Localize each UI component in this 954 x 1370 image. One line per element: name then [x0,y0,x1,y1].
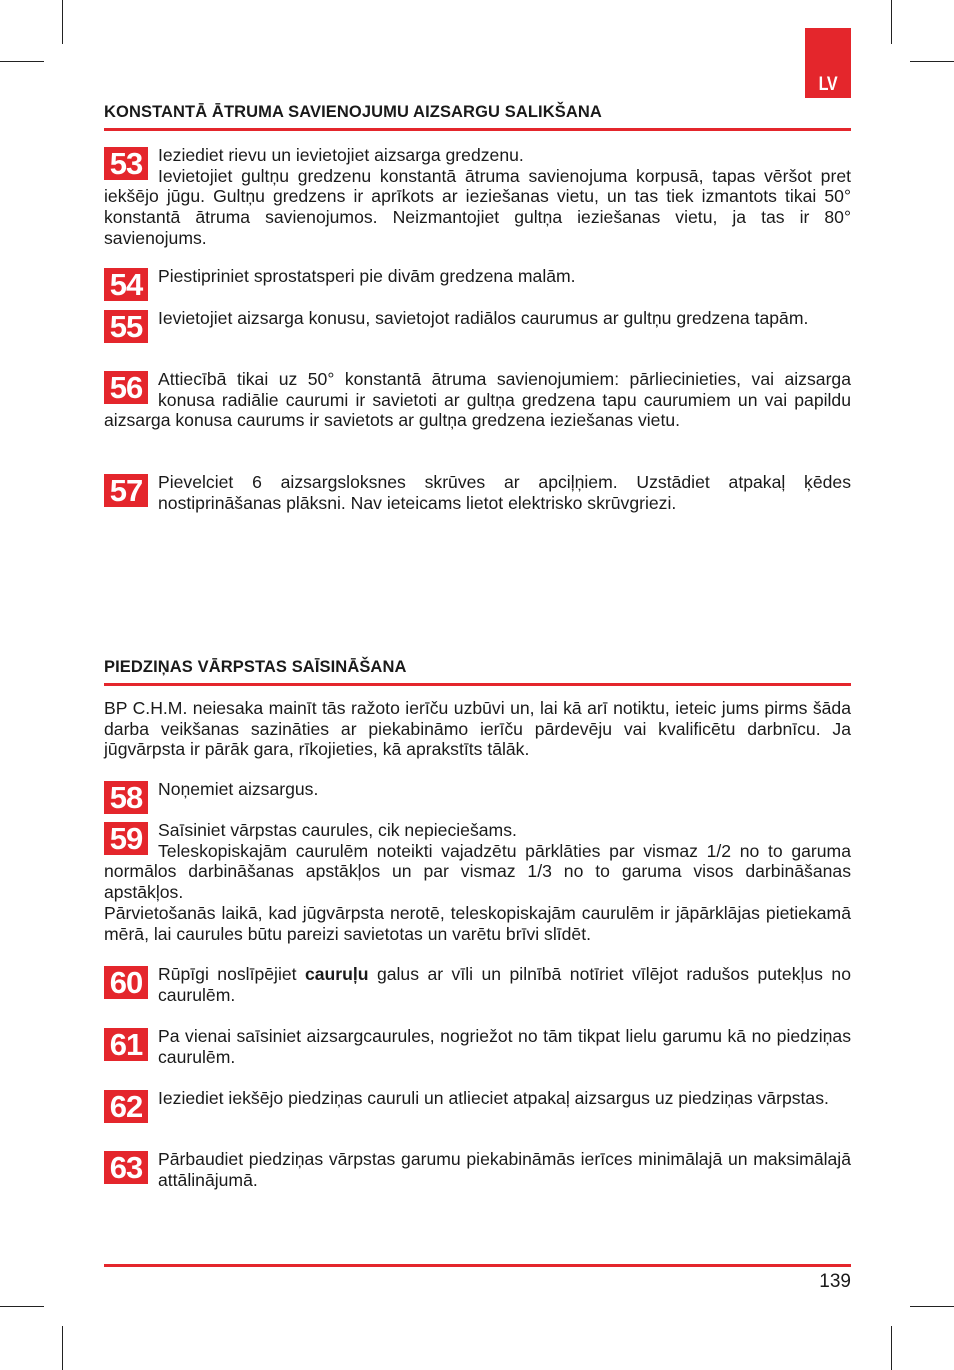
crop-mark [891,1326,892,1370]
crop-mark [910,1306,954,1307]
step-56 [104,369,851,431]
step-number: 62 [104,1090,148,1123]
step-text: Pārbaudiet piedziņas vārpstas garumu piekabināmās ierīces minimālajā un maksimālajā attālinājumā. [158,1149,851,1190]
step-number: 54 [104,268,148,301]
step-text: Rūpīgi noslīpējiet cauruļu galus ar vīli un pilnībā notīriet vīlējot radušos putekļus no caurulēm. [158,964,851,1005]
step-55 [104,308,851,343]
step-number: 59 [104,822,148,855]
intro-paragraph: BP C.H.M. neiesaka mainīt tās ražoto ierīču uzbūvi un, lai kā arī notiktu, ieteic jums pirms šāda darba veikšanas sazināties ar piekabināmo ierīču pārdevēju vai kvalificētu darbnīcu. Ja jūgvārpsta ir pārāk gara, rīkojieties, kā aprakstīts tālāk. [104,698,851,760]
step-text: Ievietojiet aizsarga konusu, savietojot radiālos caurumus ar gultņu gredzena tapām. [158,308,809,328]
step-number: 63 [104,1151,148,1184]
footer-divider [104,1264,851,1267]
step-61 [104,1026,851,1067]
language-tab: LV [805,28,851,98]
step-text: Teleskopiskajām caurulēm noteikti vajadzētu pārklāties par vismaz 1/2 no to garuma normālos darbināšanas apstākļos un par vismaz 1/3 no to garuma visos darbināšanas apstākļos. [104,840,851,903]
step-63 [104,1149,851,1190]
step-text: Noņemiet aizsargus. [158,779,319,799]
step-number: 56 [104,371,148,404]
step-57 [104,472,851,513]
page-number: 139 [819,1271,851,1292]
step-60 [104,964,851,1005]
crop-mark [62,0,63,44]
step-number: 55 [104,310,148,343]
crop-mark [62,1326,63,1370]
step-text: Pievelciet 6 aizsargsloksnes skrūves ar apciļņiem. Uzstādiet atpakaļ ķēdes nostiprināšanas plāksni. Nav ieteicams lietot elektrisko skrūvgriezi. [158,472,851,513]
step-53 [104,145,851,249]
step-number: 53 [104,147,148,180]
step-text: Piestipriniet sprostatsperi pie divām gredzena malām. [158,266,576,286]
crop-mark [910,61,954,62]
step-59 [104,820,851,944]
step-text: Pārvietošanās laikā, kad jūgvārpsta nerotē, teleskopiskajām caurulēm ir jāpārklājas pietiekamā mērā, lai caurules būtu pareizi savietotas un varētu brīvi slīdēt. [104,902,851,944]
step-62 [104,1088,851,1123]
step-number: 61 [104,1028,148,1061]
step-text: Ieziediet iekšējo piedziņas cauruli un atlieciet atpakaļ aizsargus uz piedziņas vārpstas. [158,1088,829,1108]
step-text: Saīsiniet vārpstas caurules, cik nepieciešams. [158,820,517,840]
step-54 [104,266,851,301]
step-58 [104,779,851,814]
crop-mark [891,0,892,44]
crop-mark [0,1306,44,1307]
section-title: KONSTANTĀ ĀTRUMA SAVIENOJUMU AIZSARGU SALIKŠANA [104,102,851,131]
step-text: Pa vienai saīsiniet aizsargcaurules, nogriežot no tām tikpat lielu garumu kā no piedziņas caurulēm. [158,1026,851,1067]
crop-mark [0,61,44,62]
step-number: 57 [104,474,148,507]
section-title: PIEDZIŅAS VĀRPSTAS SAĪSINĀŠANA [104,657,851,686]
step-number: 60 [104,966,148,999]
step-text: Ievietojiet gultņu gredzenu konstantā ātruma savienojuma korpusā, tapas vēršot pret iekšējo jūgu. Gultņu gredzens ir aprīkots ar ieziešanas vietu, un tas tiek izmantots tikai 50° konstantā ātruma savienojumos. Neizmantojiet gultņa ieziešanas vietu, ja tas ir 80° savienojums. [104,165,851,248]
step-text: Attiecībā tikai uz 50° konstantā ātruma savienojumiem: pārliecinieties, vai aizsarga konusa radiālie caurumi ir savietoti ar gultņa gredzena tapu caurumiem un vai papildu aizsarga konusa caurums ir savietots ar gultņa gredzena ieziešanas vietu. [104,369,851,431]
step-number: 58 [104,781,148,814]
step-text: Ieziediet rievu un ievietojiet aizsarga gredzenu. [158,145,524,165]
